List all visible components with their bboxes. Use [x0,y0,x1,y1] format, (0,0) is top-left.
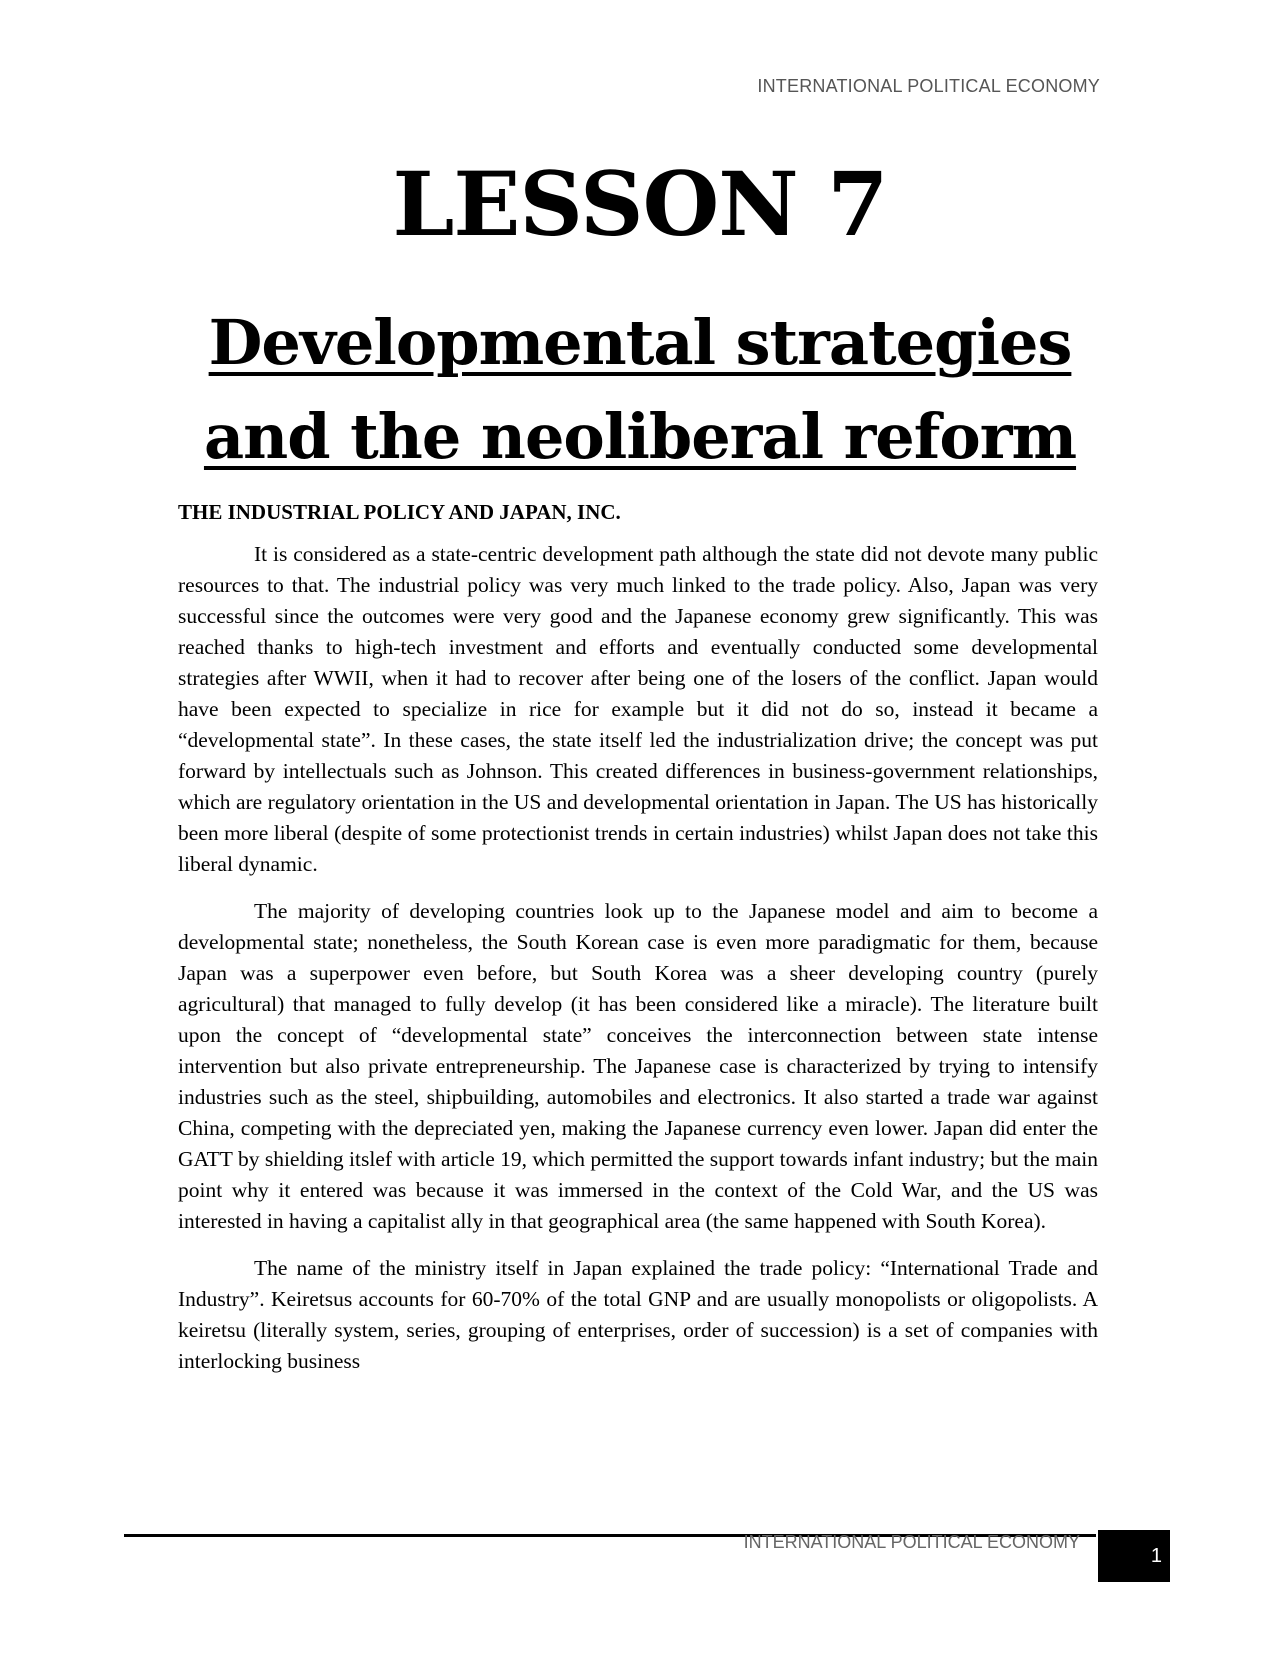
paragraph-3: The name of the ministry itself in Japan explained the trade policy: “International Trade and Industry”. Keiretsus accounts for 60-70% of the total GNP and are usually monopolists or oligopolists. A keiretsu (literally system, series, grouping of enterprises, order of succession) is a set of companies with interlocking business [178,1256,1098,1373]
page-title [0,296,1280,484]
page-number: 1 [1150,1544,1162,1567]
paragraph-2: The majority of developing countries look up to the Japanese model and aim to become a developmental state; nonetheless, the South Korean case is even more paradigmatic for them, because Japan was a superpower even before, but South Korea was a sheer developing country (purely agricultural) that managed to fully develop (it has been considered like a miracle). The literature built upon the concept of “developmental state” conceives the interconnection between state intense intervention but also private entrepreneurship. The Japanese case is characterized by trying to intensify industries such as the steel, shipbuilding, automobiles and electronics. It also started a trade war against China, competing with the depreciated yen, making the Japanese currency even lower. Japan did enter the GATT by shielding itslef with article 19, which permitted the support towards infant industry; but the main point why it entered was because it was immersed in the context of the Cold War, and the US was interested in having a capitalist ally in that geographical area (the same happened with South Korea). [178,899,1098,1233]
paragraph-1: It is considered as a state-centric development path although the state did not devote many public resources to that. The industrial policy was very much linked to the trade policy. Also, Japan was very successful since the outcomes were very good and the Japanese economy grew significantly. This was reached thanks to high-tech investment and efforts and eventually conducted some developmental strategies after WWII, when it had to recover after being one of the losers of the conflict. Japan would have been expected to specialize in rice for example but it did not do so, instead it became a “developmental state”. In these cases, the state itself led the industrialization drive; the concept was put forward by intellectuals such as Johnson. This created differences in business-government relationships, which are regulatory orientation in the US and developmental orientation in Japan. The US has historically been more liberal (despite of some protectionist trends in certain industries) whilst Japan does not take this liberal dynamic. [178,542,1098,876]
running-header: INTERNATIONAL POLITICAL ECONOMY [757,76,1100,96]
body-content [178,500,1098,1393]
page-number-box [1098,1530,1170,1582]
lesson-label: LESSON 7 [392,152,888,256]
running-footer: INTERNATIONAL POLITICAL ECONOMY [743,1532,1080,1552]
title-line-2: and the neoliberal reform [203,400,1077,473]
section-heading: THE INDUSTRIAL POLICY AND JAPAN, INC. [178,500,621,524]
title-line-1: Developmental strategies [208,306,1072,379]
